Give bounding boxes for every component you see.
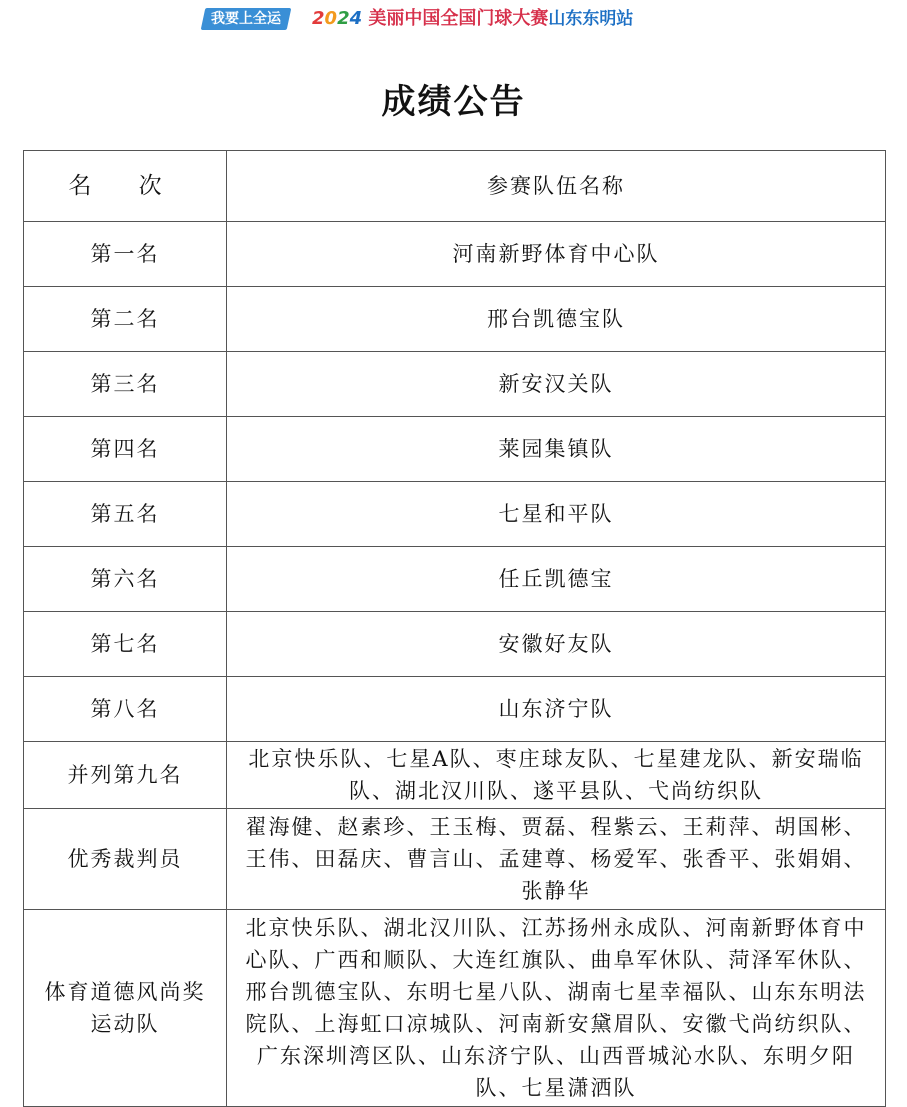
header-rank: 名 次 [24,151,227,222]
morality-label-line1: 体育道德风尚奖 [44,980,206,1004]
team-cell: 任丘凯德宝 [227,547,886,612]
slogan-badge: 我要上全运 [201,8,292,30]
table-row [24,352,886,417]
team-cell: 邢台凯德宝队 [227,287,886,352]
team-cell: 新安汉关队 [227,352,886,417]
table-row [24,222,886,287]
table-row [24,612,886,677]
table-row [24,482,886,547]
results-table [23,150,886,1107]
event-name: 美丽中国全国门球大赛 [368,8,549,29]
rank-cell: 第二名 [24,287,227,352]
table-row [24,547,886,612]
morality-award-teams: 北京快乐队、湖北汉川队、江苏扬州永成队、河南新野体育中心队、广西和顺队、大连红旗队、曲阜军休队、菏泽军休队、邢台凯德宝队、东明七星八队、湖南七星幸福队、山东东明法院队、上海虹口凉城队、河南新安黛眉队、安徽弋尚纺织队、广东深圳湾区队、山东济宁队、山西晋城沁水队、东明夕阳队、七星潇洒队 [227,910,886,1107]
rank-cell: 第六名 [24,547,227,612]
referees-label: 优秀裁判员 [24,809,227,910]
team-cell: 安徽好友队 [227,612,886,677]
morality-award-row [24,910,886,1107]
team-cell: 山东济宁队 [227,677,886,742]
tied-ninth-label: 并列第九名 [24,742,227,809]
tied-ninth-teams: 北京快乐队、七星A队、枣庄球友队、七星建龙队、新安瑞临队、湖北汉川队、遂平县队、弋尚纺织队 [227,742,886,809]
rank-cell: 第四名 [24,417,227,482]
team-cell: 河南新野体育中心队 [227,222,886,287]
table-row [24,677,886,742]
event-banner [0,0,907,40]
team-cell: 七星和平队 [227,482,886,547]
event-site: 山东东明站 [548,9,634,29]
page-title: 成绩公告 [381,82,526,122]
rank-cell: 第八名 [24,677,227,742]
referees-row [24,809,886,910]
rank-cell: 第五名 [24,482,227,547]
rank-cell: 第一名 [24,222,227,287]
header-team: 参赛队伍名称 [227,151,886,222]
rank-cell: 第七名 [24,612,227,677]
table-row [24,287,886,352]
table-header-row [24,151,886,222]
table-row [24,417,886,482]
morality-award-label [24,910,227,1107]
event-title [312,6,633,32]
morality-label-line2: 运动队 [90,1012,160,1036]
team-cell: 莱园集镇队 [227,417,886,482]
rank-cell: 第三名 [24,352,227,417]
referees-names: 翟海健、赵素珍、王玉梅、贾磊、程紫云、王莉萍、胡国彬、王伟、田磊庆、曹言山、孟建尊、杨爱军、张香平、张娟娟、张静华 [227,809,886,910]
tied-ninth-row [24,742,886,809]
event-year: 2024 [312,8,363,29]
